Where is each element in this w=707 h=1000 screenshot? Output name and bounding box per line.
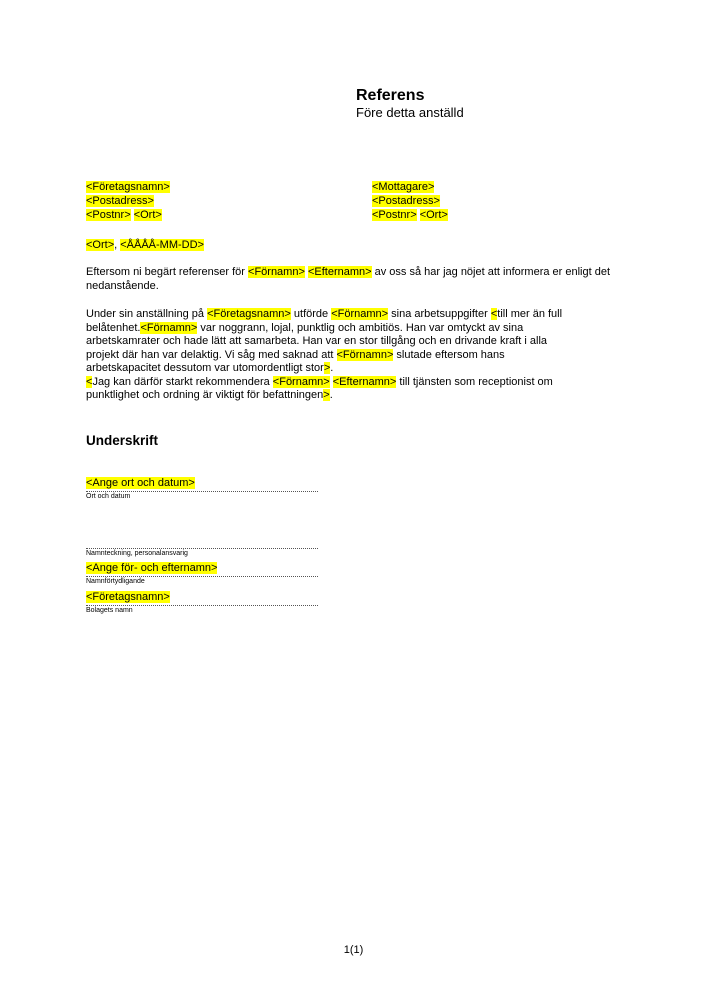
first-name-field[interactable]: <Förnamn> [272, 375, 330, 388]
signature-caption: Namnteckning, personalansvarig [86, 550, 188, 557]
text-run: slutade eftersom hans [393, 348, 505, 361]
optional-text-close-marker[interactable]: > [323, 389, 330, 401]
text-line [86, 362, 616, 376]
text-run: Jag kan därför starkt rekommendera [92, 375, 273, 388]
text-run: arbetskapacitet dessutom var utomordentligt stor [86, 362, 324, 374]
date-line [86, 238, 204, 252]
name-clarification-field [86, 562, 318, 586]
sender-postnr-field[interactable]: <Postnr> [86, 209, 131, 221]
date-city-field[interactable]: <Ort> [86, 239, 115, 251]
first-name-field[interactable]: <Förnamn> [248, 266, 305, 278]
sender-city-field[interactable]: <Ort> [133, 209, 162, 221]
company-name-signature-field [86, 591, 318, 615]
text-line [86, 322, 616, 336]
paragraph-reference [86, 308, 616, 403]
first-name-field[interactable]: <Förnamn> [140, 321, 198, 334]
text-line [86, 376, 616, 390]
optional-text-open-marker[interactable]: < [490, 308, 498, 320]
date-separator: , [114, 239, 121, 251]
date-field[interactable]: <ÅÅÅÅ-MM-DD> [120, 239, 204, 251]
last-name-field[interactable]: <Efternamn> [307, 266, 372, 278]
company-name-input[interactable]: <Företagsnamn> [86, 591, 170, 603]
text-line: arbetskamrater och hade lätt att samarbeta. Han var en stor tillgång och en drivande kraft i alla [86, 335, 548, 347]
text-run: punktlighet och ordning är viktigt för befattningen [86, 389, 324, 401]
last-name-field[interactable]: <Efternamn> [332, 375, 397, 388]
sender-address-block [86, 180, 170, 222]
text-run: till mer än full [497, 308, 563, 320]
first-name-field[interactable]: <Förnamn> [336, 348, 394, 361]
text-run: . [329, 389, 333, 401]
text-run: av oss så har jag nöjet att informera er enligt det nedanstående. [86, 266, 611, 292]
page-number: 1(1) [343, 944, 364, 956]
company-caption: Bolagets namn [86, 607, 133, 614]
recipient-address-block [372, 180, 448, 222]
document-title: Referens [356, 87, 425, 104]
signature-heading: Underskrift [86, 433, 159, 448]
sender-postal-address-field[interactable]: <Postadress> [86, 195, 154, 207]
company-name-field[interactable]: <Företagsnamn> [207, 308, 291, 320]
text-run: sina arbetsuppgifter [388, 308, 491, 320]
text-run: Eftersom ni begärt referenser för [86, 266, 249, 278]
text-line [86, 349, 616, 363]
sender-company-field[interactable]: <Företagsnamn> [86, 181, 170, 193]
paragraph-intro [86, 266, 616, 293]
text-line [86, 389, 616, 403]
document-subtitle: Före detta anställd [356, 105, 464, 120]
optional-text-close-marker[interactable]: > [323, 362, 331, 374]
text-run: var noggrann, lojal, punktlig och ambitiös. Han var omtyckt av sina [197, 321, 524, 334]
place-date-input[interactable]: <Ange ort och datum> [86, 477, 195, 489]
place-date-caption: Ort och datum [86, 493, 131, 500]
recipient-postnr-field[interactable]: <Postnr> [372, 209, 417, 221]
signature-line-field [86, 534, 318, 558]
signature-area[interactable] [86, 534, 318, 547]
full-name-input[interactable]: <Ange för- och efternamn> [86, 562, 218, 574]
optional-text-open-marker[interactable]: < [86, 375, 93, 388]
text-run: . [330, 362, 334, 374]
text-run: Under sin anställning på [86, 308, 208, 320]
text-run: till tjänsten som receptionist om [396, 375, 553, 388]
text-run: utförde [290, 308, 332, 320]
text-line [86, 308, 616, 322]
recipient-city-field[interactable]: <Ort> [419, 209, 448, 221]
recipient-name-field[interactable]: <Mottagare> [372, 181, 435, 193]
paragraph-recommendation [86, 376, 616, 403]
place-date-signature-field [86, 477, 318, 501]
first-name-field[interactable]: <Förnamn> [331, 308, 389, 320]
title-block [356, 86, 464, 121]
text-run: projekt där han var delaktig. Vi såg med saknad att [86, 348, 337, 361]
name-caption: Namnförtydligande [86, 578, 145, 585]
text-run: belåtenhet. [86, 321, 141, 334]
recipient-postal-address-field[interactable]: <Postadress> [372, 195, 440, 207]
